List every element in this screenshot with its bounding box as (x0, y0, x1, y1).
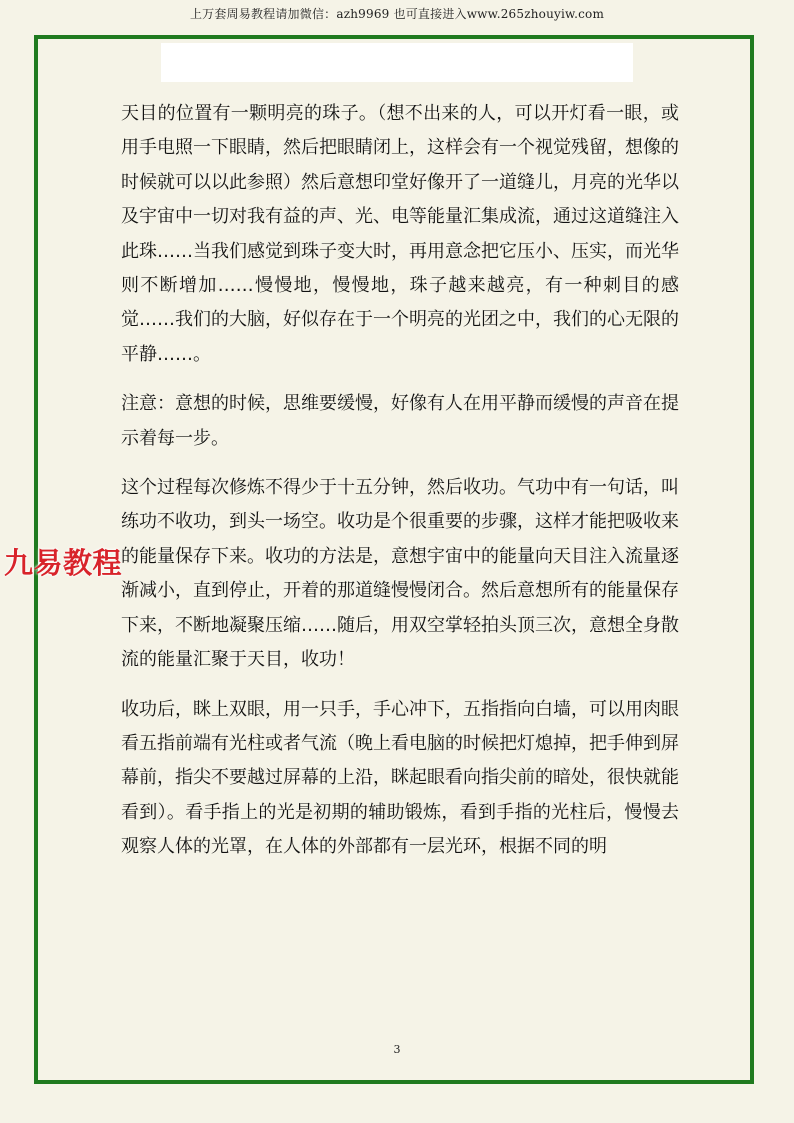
document-body (121, 97, 679, 880)
paragraph-4: 收功后，眯上双眼，用一只手，手心冲下，五指指向白墙，可以用肉眼看五指前端有光柱或者气流（晚上看电脑的时候把灯熄掉，把手伸到屏幕前，指尖不要越过屏幕的上沿，眯起眼看向指尖前的暗处，很快就能看到）。看手指上的光是初期的辅助锻炼，看到手指的光柱后，慢慢去观察人体的光罩，在人体的外部都有一层光环，根据不同的明 (121, 698, 679, 858)
paragraph-1: 天目的位置有一颗明亮的珠子。（想不出来的人，可以开灯看一眼，或用手电照一下眼睛，然后把眼睛闭上，这样会有一个视觉残留，想像的时候就可以以此参照）然后意想印堂好像开了一道缝儿，月亮的光华以及宇宙中一切对我有益的声、光、电等能量汇集成流，通过这道缝注入此珠……当我们感觉到珠子变大时，再用意念把它压小、压实，而光华则不断增加……慢慢地，慢慢地，珠子越来越亮，有一种刺目的感觉……我们的大脑，好似存在于一个明亮的光团之中，我们的心无限的平静……。 (121, 103, 679, 365)
paragraph-2: 注意：意想的时候，思维要缓慢，好像有人在用平静而缓慢的声音在提示着每一步。 (121, 393, 679, 449)
blank-strip (161, 43, 633, 82)
header-ad-text: 上万套周易教程请加微信：azh9969 也可直接进入www.265zhouyiw.com (189, 7, 605, 21)
watermark-logo: 九易教程 (4, 546, 123, 580)
page-number: 3 (393, 1043, 401, 1056)
paragraph-3: 这个过程每次修炼不得少于十五分钟，然后收功。气功中有一句话，叫练功不收功，到头一场空。收功是个很重要的步骤，这样才能把吸收来的能量保存下来。收功的方法是，意想宇宙中的能量向天目注入流量逐渐减小，直到停止，开着的那道缝慢慢闭合。然后意想所有的能量保存下来，不断地凝聚压缩……随后，用双空掌轻拍头顶三次，意想全身散流的能量汇聚于天目，收功！ (121, 477, 679, 671)
